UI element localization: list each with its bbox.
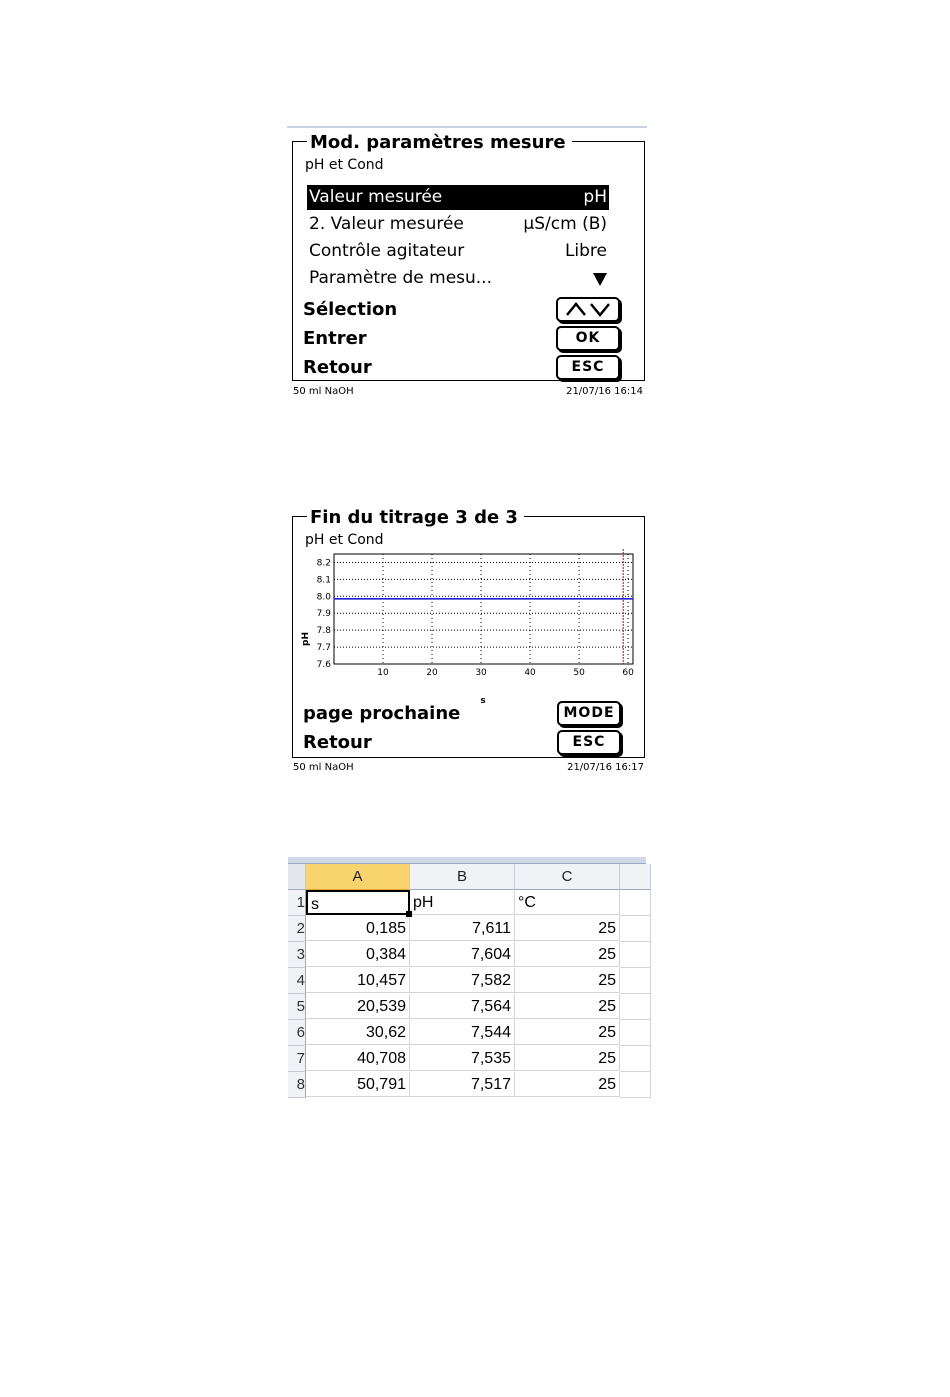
row-header[interactable]: 7	[288, 1046, 306, 1072]
action-selection	[303, 297, 633, 325]
table-cell[interactable]: 7,582	[410, 968, 515, 993]
menu-item-valeur-mesuree-2[interactable]	[307, 212, 609, 237]
table-cell[interactable]: s	[306, 890, 410, 915]
table-cell-empty[interactable]	[620, 994, 651, 1020]
table-cell-empty[interactable]	[620, 890, 651, 916]
table-cell[interactable]: 7,535	[410, 1046, 515, 1071]
column-header-d-partial[interactable]	[620, 864, 651, 890]
status-reagent: 50 ml NaOH	[293, 762, 354, 773]
table-cell[interactable]: 7,544	[410, 1020, 515, 1045]
row-header[interactable]: 3	[288, 942, 306, 968]
status-datetime: 21/07/16 16:14	[566, 386, 643, 397]
table-cell[interactable]: 25	[515, 942, 620, 967]
table-cell[interactable]: 25	[515, 1072, 620, 1097]
table-cell[interactable]: 25	[515, 994, 620, 1019]
screen-top-border	[287, 126, 647, 128]
table-cell[interactable]: 50,791	[306, 1072, 410, 1097]
status-reagent: 50 ml NaOH	[293, 386, 354, 397]
esc-key-button[interactable]: ESC	[556, 355, 620, 380]
y-tick-label: 7.9	[316, 609, 331, 620]
table-cell[interactable]: 30,62	[306, 1020, 410, 1045]
table-cell[interactable]: 20,539	[306, 994, 410, 1019]
table-cell-empty[interactable]	[620, 1072, 651, 1098]
column-header-b[interactable]: B	[410, 864, 515, 890]
table-cell[interactable]: 7,611	[410, 916, 515, 941]
menu-item-value: µS/cm (B)	[523, 214, 607, 234]
column-header-a[interactable]: A	[306, 864, 410, 891]
titration-chart	[293, 549, 644, 706]
row-header[interactable]: 4	[288, 968, 306, 994]
menu-item-label: Valeur mesurée	[309, 187, 443, 207]
table-cell-empty[interactable]	[620, 1020, 651, 1046]
table-cell-empty[interactable]	[620, 942, 651, 968]
table-cell-empty[interactable]	[620, 968, 651, 994]
select-all-corner[interactable]	[288, 864, 306, 890]
table-cell[interactable]: 25	[515, 1020, 620, 1045]
up-down-arrows-icon	[558, 299, 618, 320]
row-header[interactable]: 2	[288, 916, 306, 942]
parameters-frame	[292, 132, 645, 381]
fill-handle[interactable]	[406, 911, 412, 917]
table-cell[interactable]: 25	[515, 968, 620, 993]
x-tick-label: 10	[377, 668, 389, 678]
y-tick-label: 8.1	[316, 575, 331, 586]
x-tick-label: 50	[573, 668, 585, 678]
table-cell[interactable]: 25	[515, 916, 620, 941]
row-header[interactable]: 5	[288, 994, 306, 1020]
column-header-c[interactable]: C	[515, 864, 620, 890]
table-cell[interactable]: 7,517	[410, 1072, 515, 1097]
page-title: Fin du titrage 3 de 3	[307, 508, 524, 528]
x-tick-label: 60	[622, 668, 634, 678]
x-tick-label: 30	[475, 668, 487, 678]
esc-key-button[interactable]: ESC	[557, 730, 621, 755]
menu-item-label: 2. Valeur mesurée	[309, 214, 464, 234]
y-tick-label: 8.2	[316, 558, 331, 569]
action-label: Retour	[303, 732, 372, 753]
table-cell[interactable]: 0,384	[306, 942, 410, 967]
menu-item-label: Contrôle agitateur	[309, 241, 465, 261]
table-cell[interactable]: 25	[515, 1046, 620, 1071]
x-tick-label: 40	[524, 668, 536, 678]
table-cell[interactable]: 0,185	[306, 916, 410, 941]
status-datetime: 21/07/16 16:17	[567, 762, 644, 773]
y-tick-label: 8.0	[316, 592, 331, 603]
result-frame	[292, 507, 645, 758]
mode-key-button[interactable]: MODE	[557, 701, 621, 726]
x-tick-label: 20	[426, 668, 438, 678]
y-tick-label: 7.8	[316, 626, 331, 637]
action-label: Sélection	[303, 299, 398, 320]
menu-item-controle-agitateur[interactable]	[307, 239, 609, 264]
page-subtitle: pH et Cond	[305, 532, 384, 548]
action-entrer	[303, 326, 633, 354]
action-label: Entrer	[303, 328, 367, 349]
titrator-screen-parameters	[287, 124, 647, 404]
table-cell[interactable]: pH	[410, 890, 515, 915]
table-cell[interactable]: 40,708	[306, 1046, 410, 1071]
y-tick-label: 7.7	[316, 643, 331, 654]
action-page-prochaine	[303, 701, 633, 729]
row-header[interactable]: 6	[288, 1020, 306, 1046]
action-retour	[303, 730, 633, 758]
menu-item-label: Paramètre de mesu...	[309, 268, 492, 288]
ok-key-button[interactable]: OK	[556, 326, 620, 351]
up-down-key-button[interactable]	[556, 297, 620, 322]
x-axis-label: s	[480, 696, 486, 706]
page-title: Mod. paramètres mesure	[307, 133, 572, 153]
page-subtitle: pH et Cond	[305, 157, 384, 173]
y-tick-label: 7.6	[316, 660, 331, 670]
spreadsheet	[288, 857, 646, 1105]
action-retour	[303, 355, 633, 383]
ribbon-edge	[288, 857, 646, 864]
table-cell-empty[interactable]	[620, 1046, 651, 1072]
table-cell[interactable]: °C	[515, 890, 620, 915]
titrator-screen-end-of-titration	[287, 502, 647, 782]
table-cell[interactable]: 7,604	[410, 942, 515, 967]
plot-area-border	[334, 554, 633, 664]
menu-item-value: pH	[583, 187, 607, 207]
menu-item-parametre-de-mesure[interactable]	[307, 266, 609, 291]
action-label: Retour	[303, 357, 372, 378]
scroll-down-arrow-icon	[593, 273, 607, 286]
row-header[interactable]: 8	[288, 1072, 306, 1098]
menu-item-value: Libre	[564, 241, 607, 261]
table-cell[interactable]: 7,564	[410, 994, 515, 1019]
action-label: page prochaine	[303, 703, 461, 724]
table-cell[interactable]: 10,457	[306, 968, 410, 993]
row-header[interactable]: 1	[288, 890, 306, 916]
table-cell-empty[interactable]	[620, 916, 651, 942]
menu-item-valeur-mesuree[interactable]	[307, 185, 609, 210]
y-axis-label: pH	[301, 632, 311, 646]
